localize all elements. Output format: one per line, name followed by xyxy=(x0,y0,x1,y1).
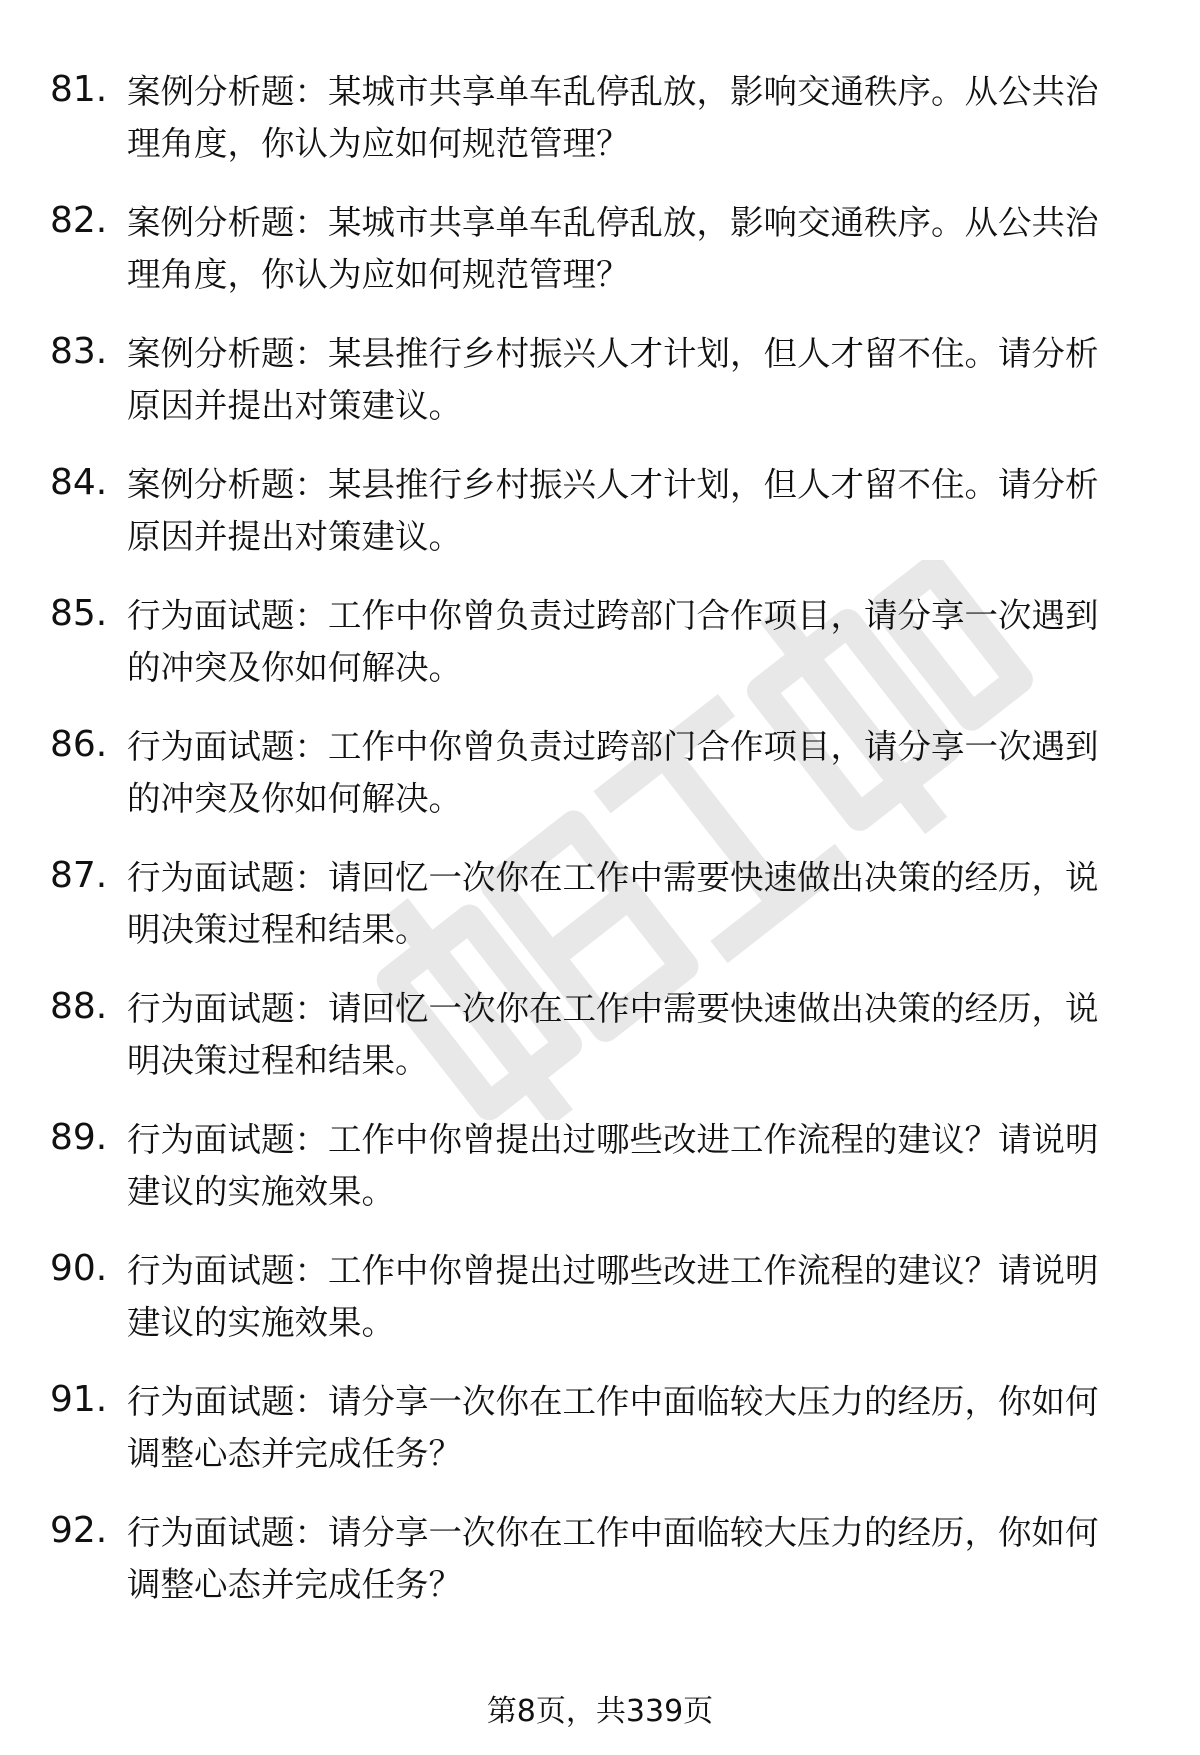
question-text: 行为面试题：工作中你曾提出过哪些改进工作流程的建议？请说明建议的实施效果。 xyxy=(127,1120,1099,1211)
page-number-footer: 第8页，共339页 xyxy=(486,1694,714,1729)
question-item xyxy=(50,721,1130,822)
question-text: 案例分析题：某县推行乡村振兴人才计划，但人才留不住。请分析原因并提出对策建议。 xyxy=(127,334,1099,425)
question-text: 案例分析题：某县推行乡村振兴人才计划，但人才留不住。请分析原因并提出对策建议。 xyxy=(127,465,1099,556)
question-item xyxy=(50,66,1130,167)
question-number: 83. xyxy=(50,331,108,372)
question-item xyxy=(50,983,1130,1084)
question-text: 案例分析题：某城市共享单车乱停乱放，影响交通秩序。从公共治理角度，你认为应如何规范管理？ xyxy=(127,72,1099,163)
question-number: 92. xyxy=(50,1510,108,1551)
question-text: 行为面试题：请分享一次你在工作中面临较大压力的经历，你如何调整心态并完成任务？ xyxy=(127,1382,1099,1473)
question-item xyxy=(50,197,1130,298)
question-number: 88. xyxy=(50,986,108,1027)
question-number: 85. xyxy=(50,593,108,634)
question-text: 行为面试题：工作中你曾负责过跨部门合作项目，请分享一次遇到的冲突及你如何解决。 xyxy=(127,727,1099,818)
question-item xyxy=(50,1376,1130,1477)
question-number: 86. xyxy=(50,724,108,765)
question-number: 84. xyxy=(50,462,108,503)
question-text: 行为面试题：请回忆一次你在工作中需要快速做出决策的经历，说明决策过程和结果。 xyxy=(127,858,1099,949)
question-number: 82. xyxy=(50,200,108,241)
question-item xyxy=(50,1507,1130,1608)
question-item xyxy=(50,852,1130,953)
question-number: 81. xyxy=(50,69,108,110)
question-number: 89. xyxy=(50,1117,108,1158)
question-number: 91. xyxy=(50,1379,108,1420)
question-item xyxy=(50,590,1130,691)
question-number: 87. xyxy=(50,855,108,896)
question-text: 行为面试题：工作中你曾提出过哪些改进工作流程的建议？请说明建议的实施效果。 xyxy=(127,1251,1099,1342)
question-list xyxy=(50,66,1130,1638)
question-item xyxy=(50,1245,1130,1346)
question-text: 行为面试题：请分享一次你在工作中面临较大压力的经历，你如何调整心态并完成任务？ xyxy=(127,1513,1099,1604)
question-text: 行为面试题：工作中你曾负责过跨部门合作项目，请分享一次遇到的冲突及你如何解决。 xyxy=(127,596,1099,687)
question-text: 行为面试题：请回忆一次你在工作中需要快速做出决策的经历，说明决策过程和结果。 xyxy=(127,989,1099,1080)
question-text: 案例分析题：某城市共享单车乱停乱放，影响交通秩序。从公共治理角度，你认为应如何规范管理？ xyxy=(127,203,1099,294)
question-item xyxy=(50,328,1130,429)
question-item xyxy=(50,459,1130,560)
question-item xyxy=(50,1114,1130,1215)
question-number: 90. xyxy=(50,1248,108,1289)
